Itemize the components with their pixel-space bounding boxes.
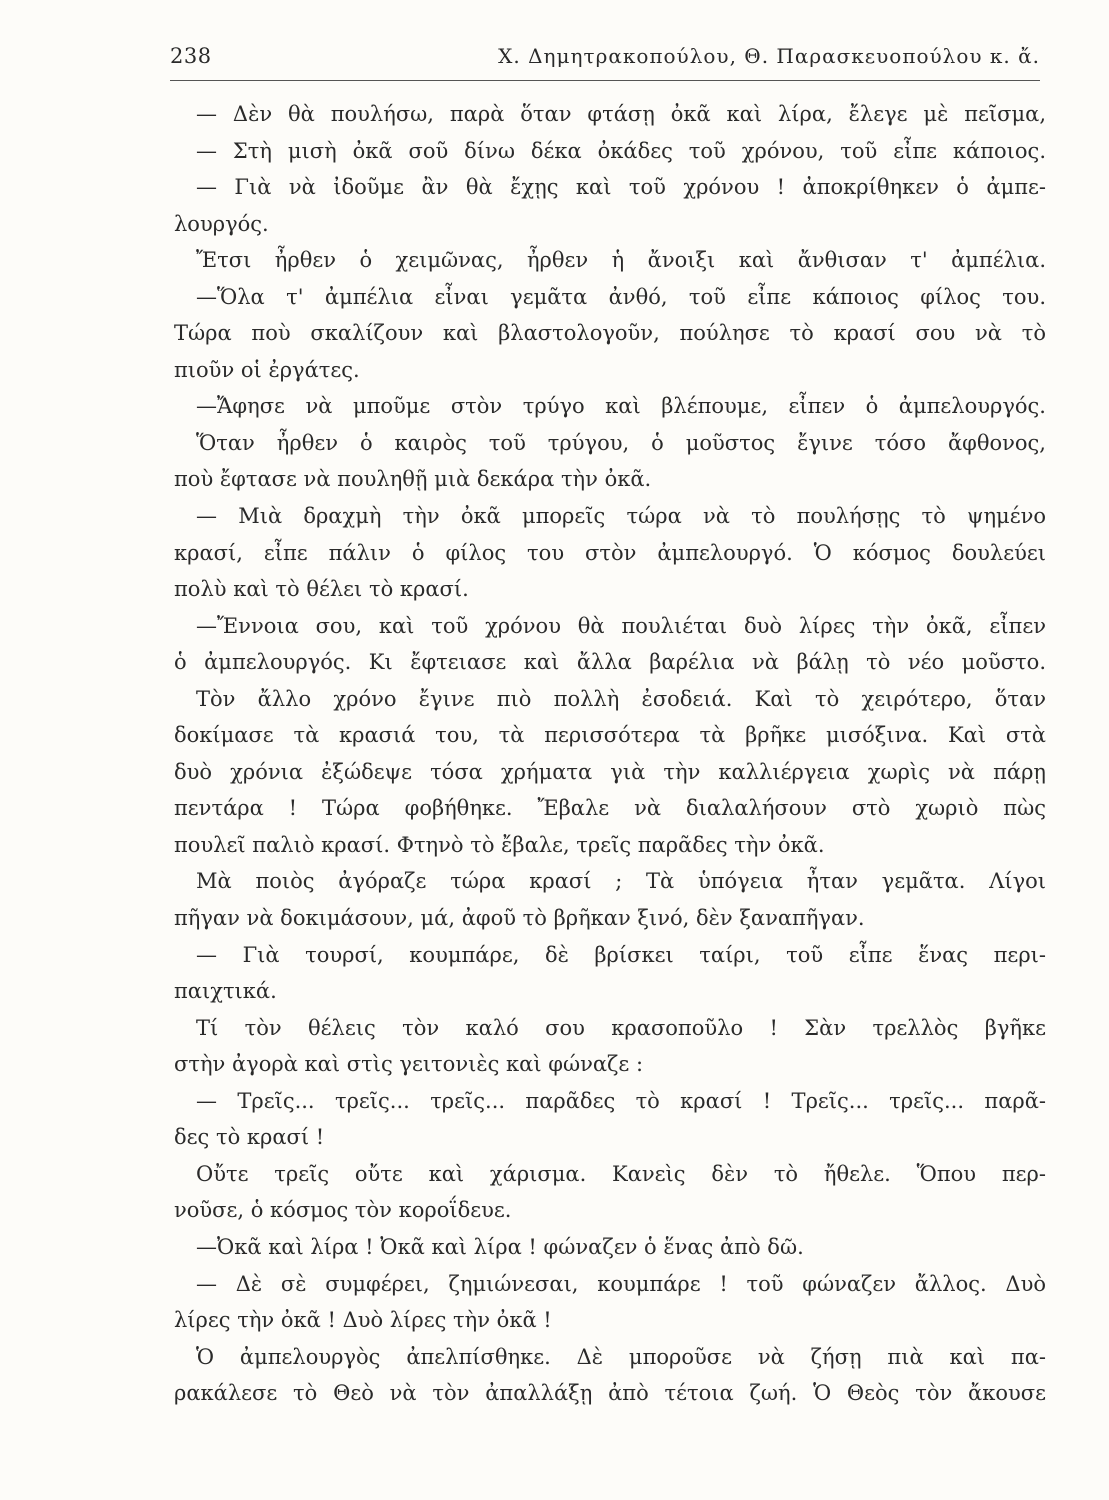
text-line: —Ἄφησε νὰ μποῦμε στὸν τρύγο καὶ βλέπουμε, εἶπεν ὁ ἀμπελουργός. <box>196 394 1046 419</box>
text-line: —Ὅλα τ' ἀμπέλια εἶναι γεμᾶτα ἀνθό, τοῦ εἶπε κάποιος φίλος του. <box>196 284 1046 309</box>
text-line: πιοῦν οἱ ἐργάτες. <box>174 357 360 382</box>
text-line: πεντάρα ! Τώρα φοβήθηκε. Ἔβαλε νὰ διαλαλήσουν στὸ χωριὸ πὼς <box>174 796 1046 821</box>
text-line: παιχτικά. <box>174 979 277 1004</box>
text-line: Τί τὸν θέλεις τὸν καλό σου κρασοποῦλο ! Σὰν τρελλὸς βγῆκε <box>196 1015 1046 1040</box>
text-line: δες τὸ κρασί ! <box>174 1125 325 1150</box>
text-line: — Δὲν θὰ πουλήσω, παρὰ ὅταν φτάσῃ ὀκᾶ καὶ λίρα, ἔλεγε μὲ πεῖσμα, <box>196 102 1046 126</box>
body-text <box>174 96 1046 1412</box>
text-line: κρασί, εἶπε πάλιν ὁ φίλος του στὸν ἀμπελουργό. Ὁ κόσμος δουλεύει <box>174 540 1046 565</box>
text-line: λουργός. <box>174 211 269 236</box>
text-line: Ἔτσι ἦρθεν ὁ χειμῶνας, ἦρθεν ἡ ἄνοιξι καὶ ἄνθισαν τ' ἀμπέλια. <box>196 248 1046 273</box>
text-line: Οὔτε τρεῖς οὔτε καὶ χάρισμα. Κανεὶς δὲν τὸ ἤθελε. Ὅπου περ- <box>196 1161 1046 1186</box>
text-line: νοῦσε, ὁ κόσμος τὸν κοροΐδευε. <box>174 1198 512 1223</box>
running-head: Χ. Δημητρακοπούλου, Θ. Παρασκευοπούλου κ. ἄ. <box>498 44 1040 68</box>
text-line: δοκίμασε τὰ κρασιά του, τὰ περισσότερα τὰ βρῆκε μισόξινα. Καὶ στὰ <box>174 723 1046 748</box>
text-line: στὴν ἀγορὰ καὶ στὶς γειτονιὲς καὶ φώναζε : <box>174 1052 644 1077</box>
text-line: — Γιὰ τουρσί, κουμπάρε, δὲ βρίσκει ταίρι, τοῦ εἶπε ἕνας περι- <box>196 942 1046 967</box>
text-line: — Τρεῖς... τρεῖς... τρεῖς... παρᾶδες τὸ κρασί ! Τρεῖς... τρεῖς... παρᾶ- <box>196 1088 1046 1113</box>
text-line: λίρες τὴν ὀκᾶ ! Δυὸ λίρες τὴν ὀκᾶ ! <box>174 1308 552 1333</box>
text-line: πολὺ καὶ τὸ θέλει τὸ κρασί. <box>174 577 469 602</box>
text-line: Τώρα ποὺ σκαλίζουν καὶ βλαστολογοῦν, πούλησε τὸ κρασί σου νὰ τὸ <box>174 321 1046 346</box>
text-line: — Γιὰ νὰ ἰδοῦμε ἂν θὰ ἔχῃς καὶ τοῦ χρόνου ! ἀποκρίθηκεν ὁ ἀμπε- <box>196 175 1046 200</box>
text-line: —Ὀκᾶ καὶ λίρα ! Ὀκᾶ καὶ λίρα ! φώναζεν ὁ ἕνας ἀπὸ δῶ. <box>196 1234 804 1259</box>
text-line: πῆγαν νὰ δοκιμάσουν, μά, ἀφοῦ τὸ βρῆκαν ξινό, δὲν ξαναπῆγαν. <box>174 906 865 931</box>
text-line: — Μιὰ δραχμὴ τὴν ὀκᾶ μπορεῖς τώρα νὰ τὸ πουλήσῃς τὸ ψημένο <box>196 504 1046 529</box>
text-line: —Ἔννοια σου, καὶ τοῦ χρόνου θὰ πουλιέται δυὸ λίρες τὴν ὀκᾶ, εἶπεν <box>196 613 1046 638</box>
text-line: πουλεῖ παλιὸ κρασί. Φτηνὸ τὸ ἔβαλε, τρεῖς παρᾶδες τὴν ὀκᾶ. <box>174 832 825 857</box>
text-line: Ὁ ἀμπελουργὸς ἀπελπίσθηκε. Δὲ μποροῦσε νὰ ζήσῃ πιὰ καὶ πα- <box>196 1344 1046 1369</box>
text-line: ποὺ ἔφτασε νὰ πουληθῇ μιὰ δεκάρα τὴν ὀκᾶ. <box>174 467 652 492</box>
page-header <box>170 38 1040 81</box>
text-line: — Στὴ μισὴ ὀκᾶ σοῦ δίνω δέκα ὀκάδες τοῦ χρόνου, τοῦ εἶπε κάποιος. <box>196 138 1046 163</box>
text-line: ὁ ἀμπελουργός. Κι ἔφτειασε καὶ ἄλλα βαρέλια νὰ βάλῃ τὸ νέο μοῦστο. <box>174 650 1046 675</box>
text-line: ρακάλεσε τὸ Θεὸ νὰ τὸν ἀπαλλάξῃ ἀπὸ τέτοια ζωή. Ὁ Θεὸς τὸν ἄκουσε <box>174 1381 1046 1406</box>
page-number: 238 <box>170 44 212 68</box>
text-line: — Δὲ σὲ συμφέρει, ζημιώνεσαι, κουμπάρε ! τοῦ φώναζεν ἄλλος. Δυὸ <box>196 1271 1046 1296</box>
text-line: Μὰ ποιὸς ἀγόραζε τώρα κρασί ; Τὰ ὑπόγεια ἦταν γεμᾶτα. Λίγοι <box>196 869 1046 894</box>
text-line: Τὸν ἄλλο χρόνο ἔγινε πιὸ πολλὴ ἐσοδειά. Καὶ τὸ χειρότερο, ὅταν <box>196 686 1046 711</box>
text-line: Ὅταν ἦρθεν ὁ καιρὸς τοῦ τρύγου, ὁ μοῦστος ἔγινε τόσο ἄφθονος, <box>196 430 1046 455</box>
text-line: δυὸ χρόνια ἐξώδεψε τόσα χρήματα γιὰ τὴν καλλιέργεια χωρὶς νὰ πάρῃ <box>174 759 1046 784</box>
